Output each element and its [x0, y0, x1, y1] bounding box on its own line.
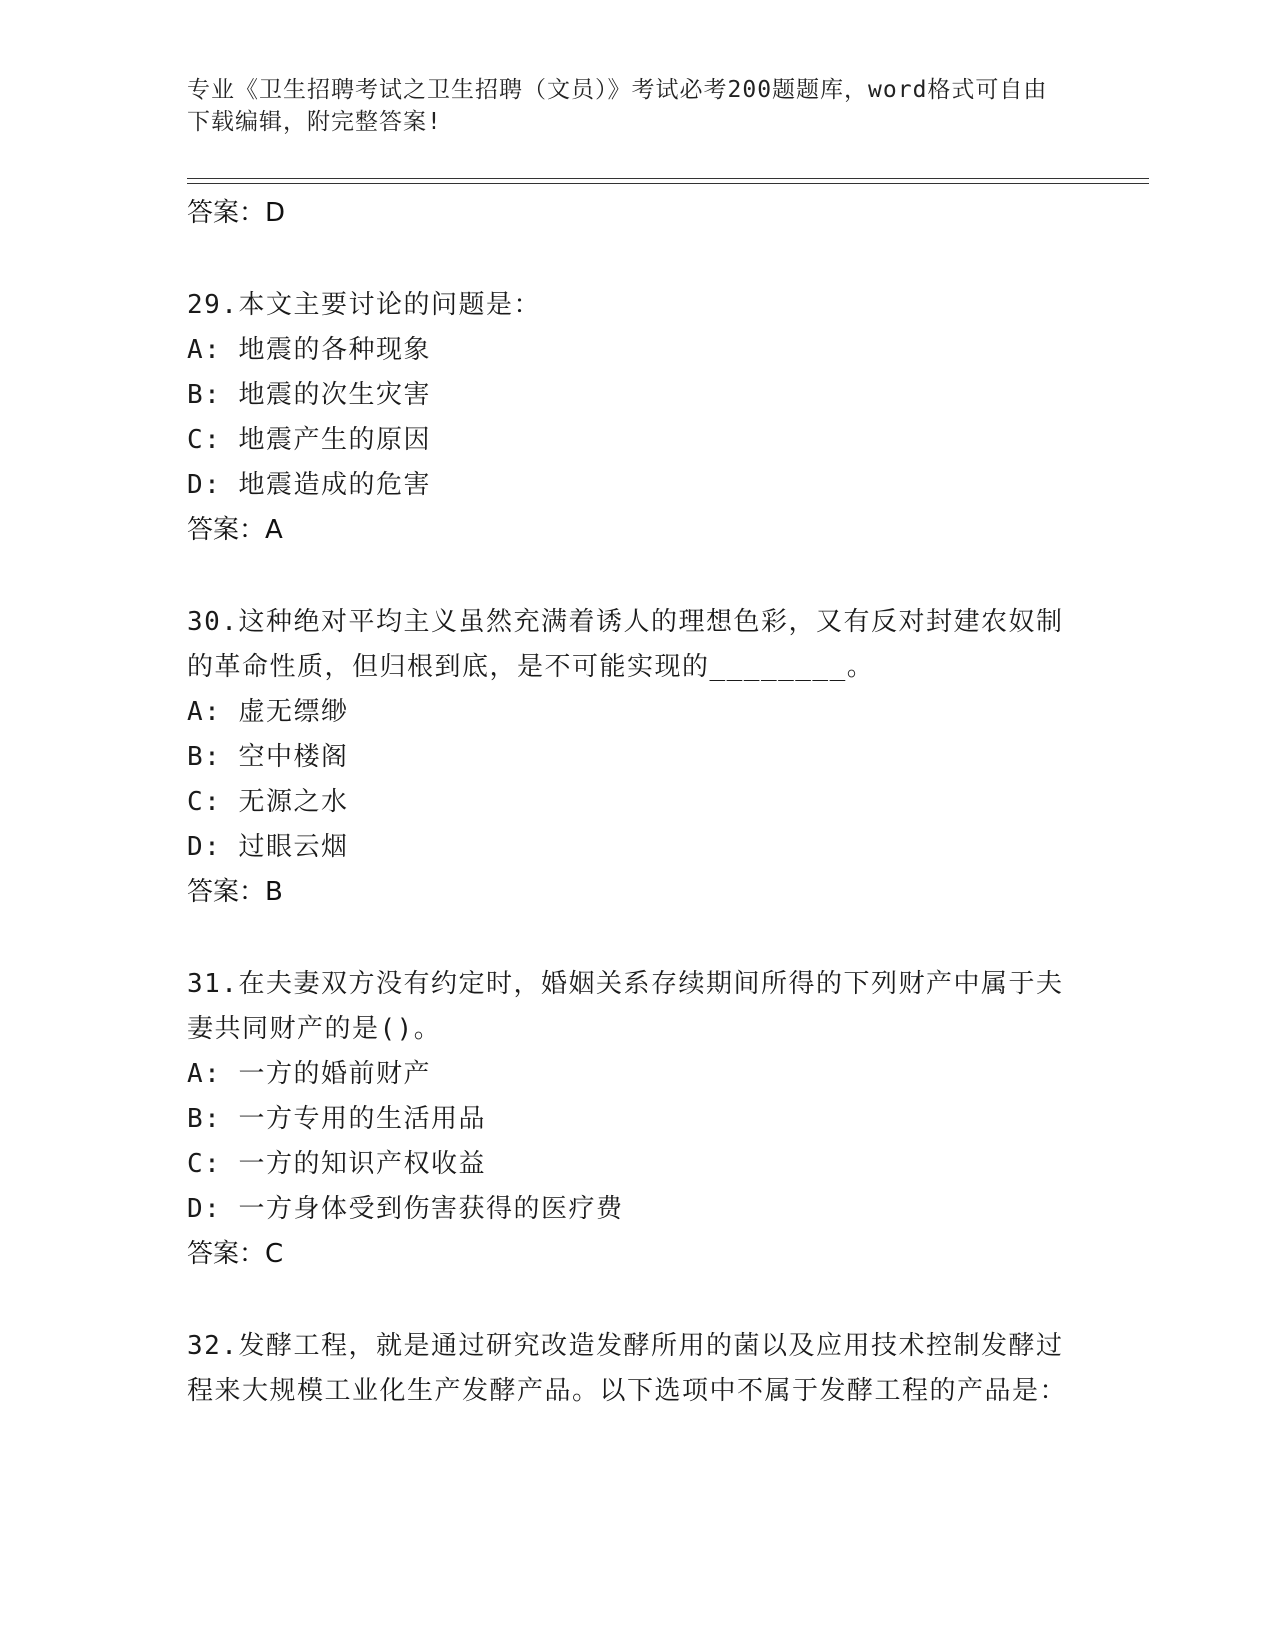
question-30 [187, 600, 1087, 914]
previous-answer: 答案：D [187, 198, 286, 228]
option-a: A: 虚无缥缈 [187, 697, 349, 727]
answer-line: 答案：B [187, 877, 283, 907]
question-31 [187, 962, 1087, 1276]
answer-line: 答案：C [187, 1239, 284, 1269]
option-c: C: 地震产生的原因 [187, 425, 431, 455]
option-c: C: 无源之水 [187, 787, 349, 817]
option-a: A: 一方的婚前财产 [187, 1059, 431, 1089]
question-stem: 29.本文主要讨论的问题是： [187, 290, 541, 320]
option-c: C: 一方的知识产权收益 [187, 1149, 486, 1179]
option-b: B: 空中楼阁 [187, 742, 349, 772]
option-a: A: 地震的各种现象 [187, 335, 431, 365]
question-32 [187, 1324, 1087, 1414]
question-29 [187, 283, 1087, 552]
question-stem: 32.发酵工程，就是通过研究改造发酵所用的菌以及应用技术控制发酵过程来大规模工业化生产发酵产品。以下选项中不属于发酵工程的产品是： [187, 1331, 1068, 1406]
question-stem: 31.在夫妻双方没有约定时，婚姻关系存续期间所得的下列财产中属于夫妻共同财产的是()。 [187, 969, 1064, 1044]
option-d: D: 过眼云烟 [187, 832, 349, 862]
question-stem: 30.这种绝对平均主义虽然充满着诱人的理想色彩，又有反对封建农奴制的革命性质，但归根到底，是不可能实现的________。 [187, 607, 1064, 682]
answer-line: 答案：A [187, 515, 283, 545]
header-rule-bottom [187, 183, 1149, 184]
document-header: 专业《卫生招聘考试之卫生招聘（文员）》考试必考200题题库，word格式可自由下载编辑，附完整答案! [187, 77, 1048, 135]
option-d: D: 地震造成的危害 [187, 470, 431, 500]
option-b: B: 一方专用的生活用品 [187, 1104, 486, 1134]
question-list [187, 191, 1087, 1414]
option-d: D: 一方身体受到伤害获得的医疗费 [187, 1194, 624, 1224]
option-b: B: 地震的次生灾害 [187, 380, 431, 410]
header-rule-top [187, 178, 1149, 179]
